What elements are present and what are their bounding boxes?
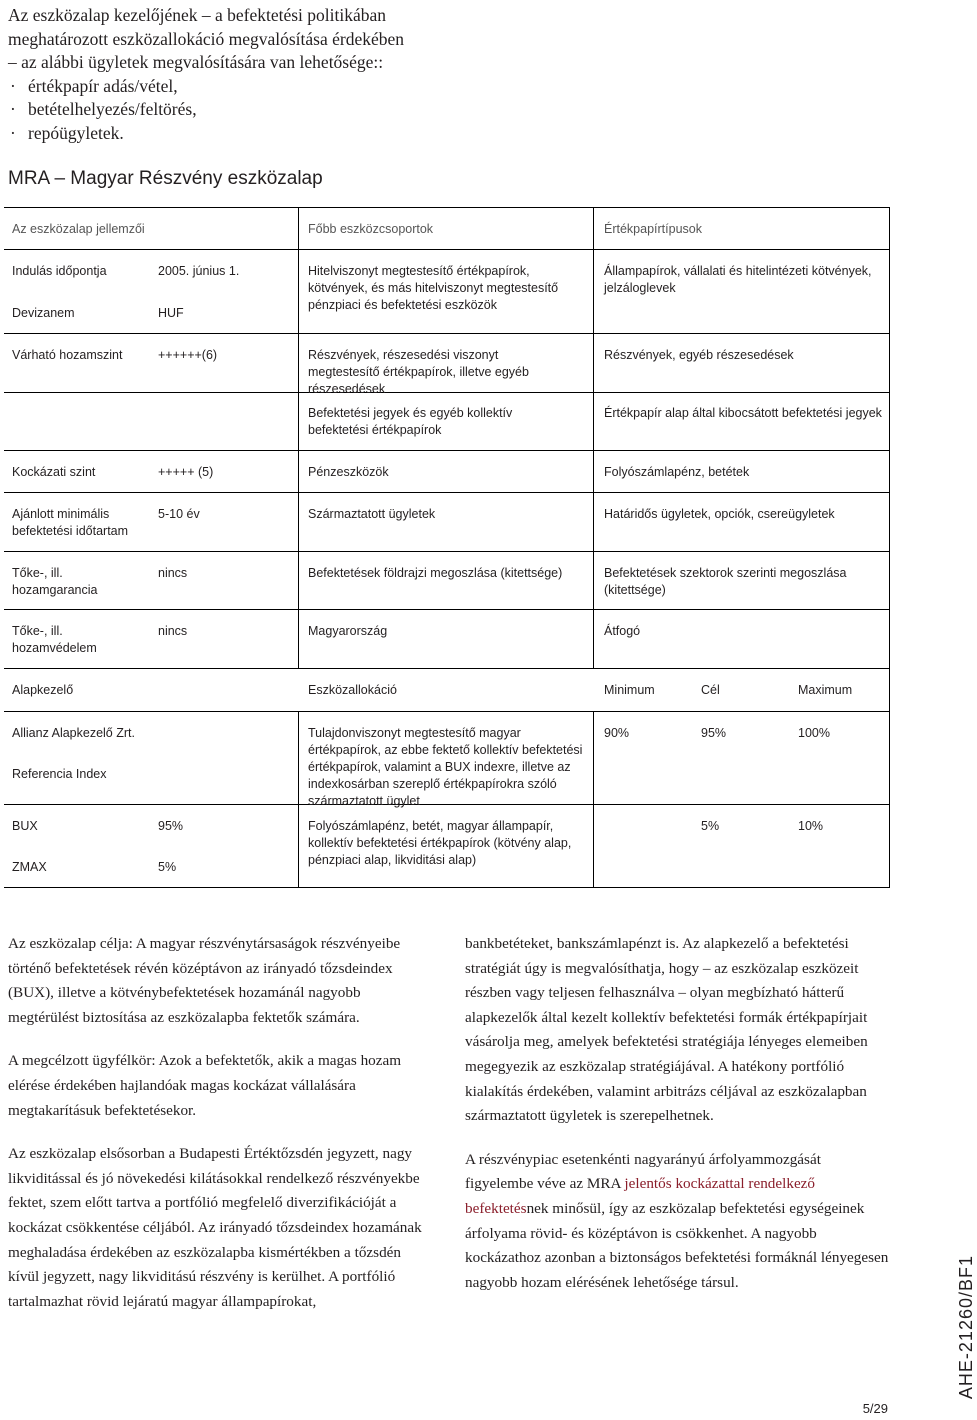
manager-header: Alapkezelő (12, 683, 74, 697)
index-1-value: 95% (158, 819, 184, 833)
alloc1-min: 90% (604, 726, 630, 740)
header-asset-groups: Főbb eszközcsoportok (308, 222, 434, 236)
reference-label: Referencia Index (12, 767, 107, 781)
expected-return-label: Várható hozamszint (12, 348, 123, 362)
security-type-2: Részvények, egyéb részesedések (604, 348, 794, 362)
header-characteristics: Az eszközalap jellemzői (12, 222, 145, 236)
risk-value: +++++ (5) (158, 465, 214, 479)
asset-group-1: Hitelviszonyt megtestesítő értékpapírok, kötvények, és más hitelviszonyt megtestesítő pénzpiaci és befektetési eszközök (308, 264, 559, 312)
currency-label: Devizanem (12, 306, 75, 320)
security-type-7: Átfogó (604, 624, 641, 638)
launch-value: 2005. június 1. (158, 264, 240, 278)
asset-group-7: Magyarország (308, 624, 388, 638)
list-item: · értékpapír adás/vétel, (8, 75, 408, 99)
body-paragraph (465, 1148, 893, 1296)
capital-guarantee-value: nincs (158, 566, 188, 580)
body-paragraph: Az eszközalap célja: A magyar részvénytársaságok részvényeibe történő befektetések révén középtávon az irányadó tőzsdeindex (BUX), illetve a kötvénybefektetések hozamánál nagyobb megtérülést biztosítása az eszközalapba fektetők számára. (8, 935, 401, 1026)
index-2-value: 5% (158, 860, 177, 874)
asset-group-5: Származtatott ügyletek (308, 507, 436, 521)
body-right-column (465, 932, 893, 1314)
target-header: Cél (701, 683, 720, 697)
capital-guarantee-label: Tőke-, ill. hozamgarancia (12, 566, 98, 597)
alloc2-max: 10% (798, 819, 824, 833)
manager-value: Allianz Alapkezelő Zrt. (12, 726, 135, 740)
asset-group-3: Befektetési jegyek és egyéb kollektív befektetési értékpapírok (308, 406, 513, 437)
list-item: · betételhelyezés/feltörés, (8, 98, 408, 122)
intro-block (8, 4, 408, 145)
alloc1-target: 95% (701, 726, 727, 740)
index-2-name: ZMAX (12, 860, 47, 874)
capital-protection-label: Tőke-, ill. hozamvédelem (12, 624, 97, 655)
intro-text: Az eszközalap kezelőjének – a befektetési politikában meghatározott eszközallokáció megvalósítása érdekében – az alábbi ügyletek megvalósítására van lehetősége:: (8, 5, 405, 72)
security-type-1: Állampapírok, vállalati és hitelintézeti kötvények, jelzáloglevek (604, 264, 872, 295)
alloc1-max: 100% (798, 726, 830, 740)
allocation-header: Eszközallokáció (308, 683, 397, 697)
launch-label: Indulás időpontja (12, 264, 107, 278)
list-item: · repóügyletek. (8, 122, 408, 146)
asset-group-6: Befektetések földrajzi megoszlása (kitettsége) (308, 566, 563, 580)
asset-group-2: Részvények, részesedési viszonyt megtestesítő értékpapírok, illetve egyéb részesedések (308, 348, 529, 396)
risk-label: Kockázati szint (12, 465, 96, 479)
fund-title: MRA – Magyar Részvény eszközalap (8, 168, 323, 189)
body-paragraph: Az eszközalap elsősorban a Budapesti Értéktőzsdén jegyzett, nagy likviditással és jó növekedési kilátásokkal rendelkező részvényekbe fektet, szem előtt tartva a portfólió megfelelő diverzifikációját a kockázat csökkentése céljából. Az irányadó tőzsdeindex hozamának meghaladása érdekében az eszközalapba kismértékben a tőzsdén kívül jegyzett, nagy likviditású részvény is kerülhet. A portfólió tartalmazhat rövid lejáratú magyar állampapírokat, (8, 1145, 422, 1310)
expected-return-value: ++++++(6) (158, 348, 218, 362)
min-term-value: 5-10 év (158, 507, 200, 521)
allocation-1: Tulajdonviszonyt megtestesítő magyar értékpapírok, az ebbe fektető kollektív befektetési értékpapírok, valamint a BUX indexre, illetve az indexkosárban szereplő értékpapírokra szóló származtatott ügylet (308, 726, 583, 808)
body-left-column (8, 932, 428, 1333)
currency-value: HUF (158, 306, 184, 320)
asset-group-4: Pénzeszközök (308, 465, 389, 479)
document-id: AHE-21260/BF1 (956, 1255, 976, 1400)
highlighted-text: jelentős kockázattal rendelkező befektetés (465, 1175, 816, 1217)
text-run: A részvénypiac esetenkénti nagyarányú árfolyammozgását figyelembe véve az MRA (465, 1150, 821, 1193)
security-type-6: Befektetések szektorok szerinti megoszlása (kitettsége) (604, 566, 847, 597)
security-type-4: Folyószámlapénz, betétek (604, 465, 750, 479)
min-header: Minimum (604, 683, 655, 697)
body-paragraph: A megcélzott ügyfélkör: Azok a befektetők, akik a magas hozam elérése érdekében hajlandóak magas kockázat vállalására megtakarításuk befektetésekor. (8, 1052, 402, 1119)
security-type-5: Határidős ügyletek, opciók, csereügyletek (604, 507, 835, 521)
text-run: nek minősül, így az eszközalap befektetési egységeinek árfolyama rövid- és középtávon is csökkenhet. A nagyobb kockázathoz azonban a biztonságos befektetési formáknál lényegesen nagyobb hozam elérésének lehetősége társul. (465, 1199, 889, 1291)
security-type-3: Értékpapír alap által kibocsátott befektetési jegyek (604, 406, 882, 420)
page-number: 5/29 (862, 1401, 888, 1416)
max-header: Maximum (798, 683, 853, 697)
body-paragraph: bankbetéteket, bankszámlapénzt is. Az alapkezelő a befektetési stratégiát úgy is megvalósíthatja, hogy – az eszközalap eszközeit részben vagy teljesen felhasználva – olyan megbízható hátterű alapkezelők által kezelt kollektív befektetési formák értékpapírjait vásárolja meg, amelyek befektetési stratégiája lényeges elemeiben megegyezik az eszközalap stratégiájával. A hatékony portfólió kialakítás érdekében, valamint arbitrázs céljával az eszközalapban származtatott ügyletek is szerepelhetnek. (465, 935, 868, 1125)
capital-protection-value: nincs (158, 624, 188, 638)
alloc2-target: 5% (701, 819, 720, 833)
header-security-types: Értékpapírtípusok (604, 222, 702, 236)
index-1-name: BUX (12, 819, 38, 833)
allocation-2: Folyószámlapénz, betét, magyar állampapír, kollektív befektetési értékpapírok (kötvény alap, pénzpiaci alap, likviditási alap) (308, 819, 572, 867)
min-term-label: Ajánlott minimális befektetési időtartam (12, 507, 129, 538)
